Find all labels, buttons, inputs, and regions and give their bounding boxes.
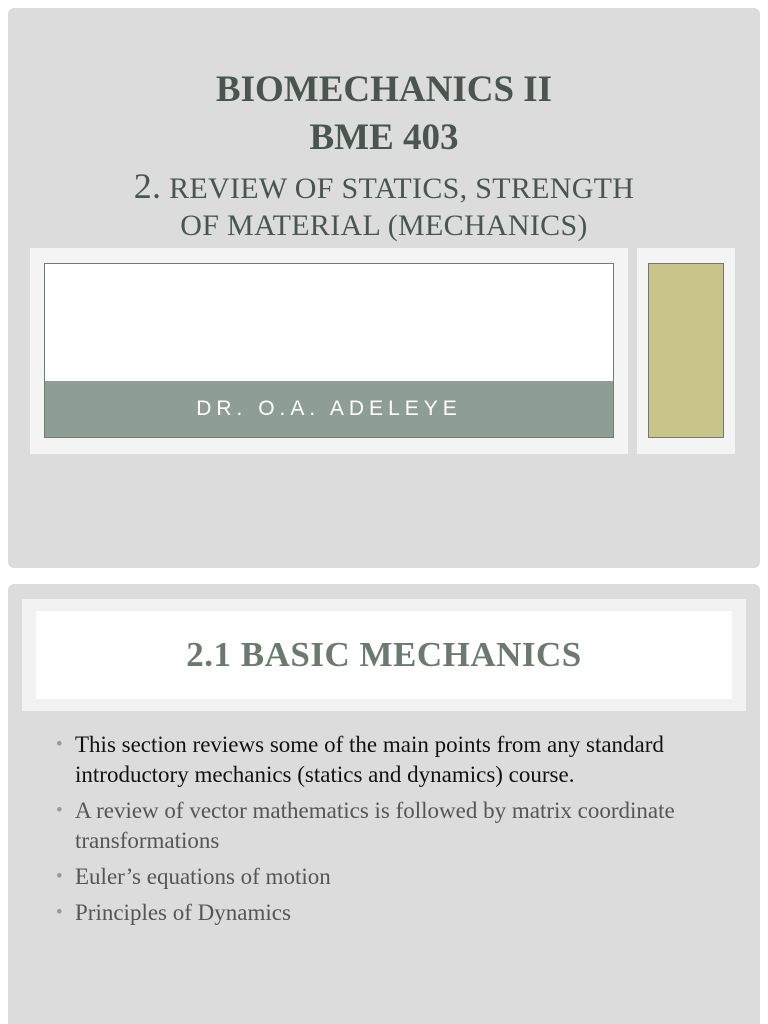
title-slide xyxy=(8,8,760,568)
section-title: 2.1 BASIC MECHANICS xyxy=(186,635,582,674)
bullet-dot-icon: • xyxy=(56,866,63,887)
author-name: DR. O.A. ADELEYE xyxy=(196,397,462,420)
lecture-title-line-1 xyxy=(8,166,760,209)
content-slide xyxy=(8,584,760,1024)
bullet-item xyxy=(56,898,716,928)
section-header xyxy=(36,611,732,699)
author-box xyxy=(44,263,614,438)
bullet-item xyxy=(56,862,716,892)
accent-frame xyxy=(637,248,735,454)
section-header-frame xyxy=(22,599,746,711)
lecture-title-line-2: OF MATERIAL (MECHANICS) xyxy=(180,209,588,242)
bullet-item xyxy=(56,796,716,856)
author-frame xyxy=(30,248,628,454)
bullet-dot-icon: • xyxy=(56,902,63,923)
bullet-text: A review of vector mathematics is followed by matrix coordinate transformations xyxy=(75,798,675,853)
course-code: BME 403 xyxy=(309,117,459,158)
bullet-text: Euler’s equations of motion xyxy=(75,864,331,889)
bullet-item xyxy=(56,730,716,790)
lecture-title-text: REVIEW OF STATICS, STRENGTH xyxy=(161,172,635,205)
author-band xyxy=(45,381,613,437)
bullet-list xyxy=(56,730,716,934)
course-title: BIOMECHANICS II xyxy=(215,69,553,110)
bullet-dot-icon: • xyxy=(56,800,63,821)
bullet-text: This section reviews some of the main points from any standard introductory mechanics (statics and dynamics) course. xyxy=(75,732,664,787)
accent-box xyxy=(648,263,724,438)
bullet-dot-icon: • xyxy=(56,734,63,755)
bullet-text: Principles of Dynamics xyxy=(75,900,291,925)
lecture-number: 2. xyxy=(133,166,162,206)
